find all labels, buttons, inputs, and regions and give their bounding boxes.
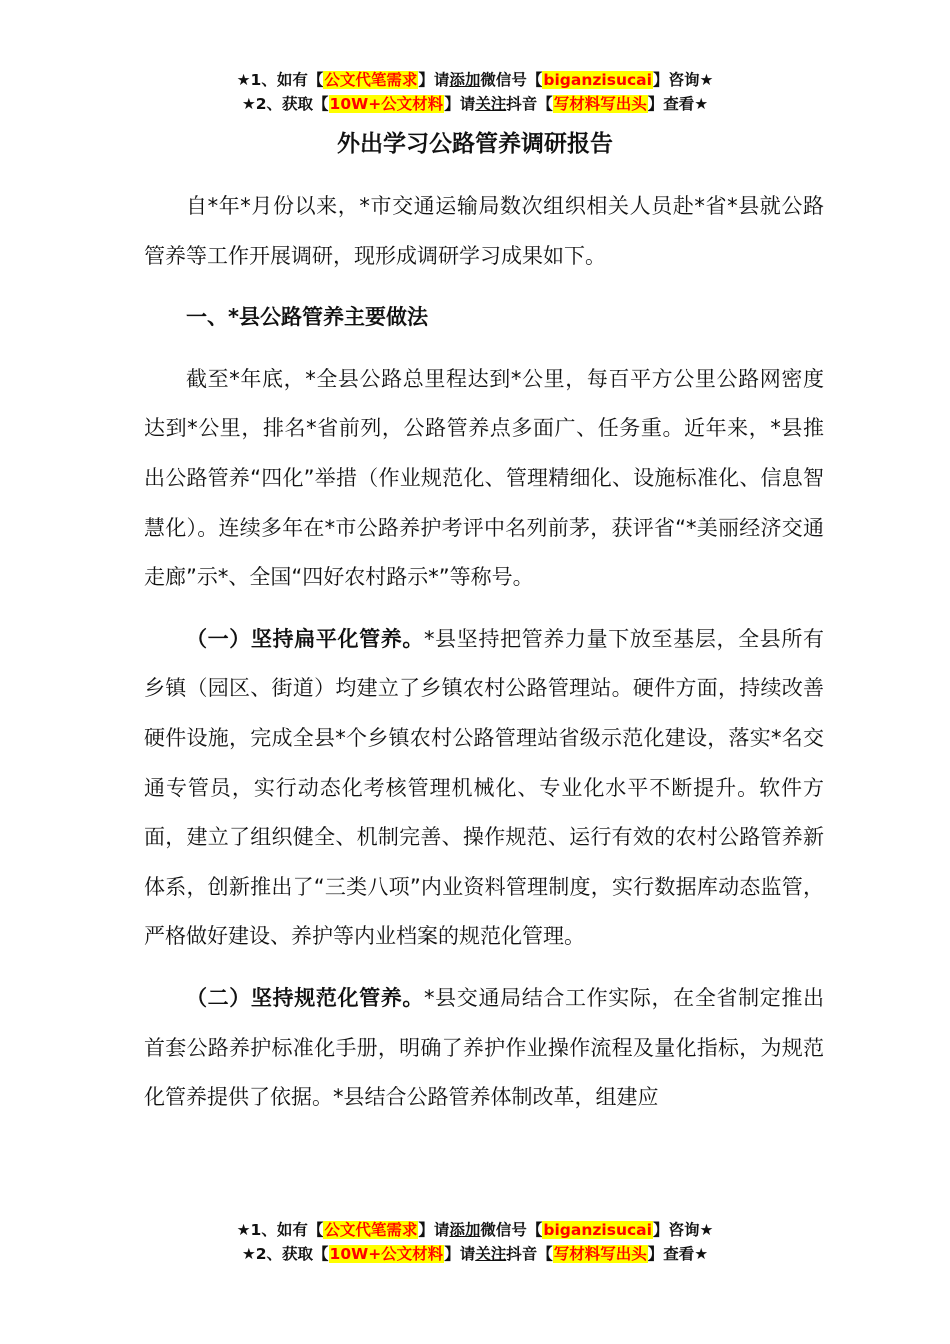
promo-highlight: 公文代笔需求 (324, 71, 418, 89)
promo-underline: 关注 (475, 95, 507, 113)
promo-text: 】请 (444, 95, 476, 113)
promo-text: 】查看★ (647, 95, 709, 113)
document-body (144, 182, 824, 1135)
promo-highlight: 10W+公文材料 (329, 95, 444, 113)
promo-highlight: 公文代笔需求 (324, 1221, 418, 1239)
promo-banner-top (0, 68, 950, 116)
promo-banner-bottom (0, 1218, 950, 1266)
document-title: 外出学习公路管养调研报告 (337, 131, 613, 157)
promo-highlight: 写材料写出头 (553, 1245, 647, 1263)
section-paragraph: 截至*年底，*全县公路总里程达到*公里，每百平方公里公路网密度达到*公里，排名*省前列，公路管养点多面广、任务重。近年来，*县推出公路管养“四化”举措（作业规范化、管理精细化、设施标准化、信息智慧化）。连续多年在*市公路养护考评中名列前茅，获评省“*美丽经济交通走廊”示*、全国“四好农村路示*”等称号。 (144, 366, 824, 590)
subsection-lead: （一）坚持扁平化管养。 (186, 626, 425, 651)
subsection-paragraph-1 (144, 615, 824, 962)
promo-highlight: biganzisucai (543, 1221, 652, 1239)
promo-line-2 (0, 92, 950, 116)
promo-line-1 (0, 68, 950, 92)
promo-text: 抖音【 (506, 1245, 553, 1263)
intro-paragraph: 自*年*月份以来，*市交通运输局数次组织相关人员赴*省*县就公路管养等工作开展调研，现形成调研学习成果如下。 (144, 194, 824, 268)
promo-text: 】咨询★ (652, 1221, 714, 1239)
section-heading: 一、*县公路管养主要做法 (186, 305, 428, 330)
promo-text: 】查看★ (647, 1245, 709, 1263)
promo-text: 】请 (418, 71, 450, 89)
subsection-paragraph-2 (144, 974, 824, 1123)
promo-line-1 (0, 1218, 950, 1242)
promo-highlight: 写材料写出头 (553, 95, 647, 113)
promo-text: ★1、如有【 (236, 1221, 324, 1239)
promo-underline: 添加 (449, 71, 481, 89)
promo-text: ★2、获取【 (241, 1245, 329, 1263)
promo-highlight: biganzisucai (543, 71, 652, 89)
promo-text: 】请 (444, 1245, 476, 1263)
promo-text: 微信号【 (480, 71, 543, 89)
promo-underline: 关注 (475, 1245, 507, 1263)
subsection-lead: （二）坚持规范化管养。 (186, 985, 425, 1010)
promo-text: 微信号【 (480, 1221, 543, 1239)
subsection-text: *县坚持把管养力量下放至基层，全县所有乡镇（园区、街道）均建立了乡镇农村公路管理站。硬件方面，持续改善硬件设施，完成全县*个乡镇农村公路管理站省级示范化建设，落实*名交通专管员，实行动态化考核管理机械化、专业化水平不断提升。软件方面，建立了组织健全、机制完善、操作规范、运行有效的农村公路管养新体系，创新推出了“三类八项”内业资料管理制度，实行数据库动态监管，严格做好建设、养护等内业档案的规范化管理。 (144, 626, 825, 949)
promo-text: 】咨询★ (652, 71, 714, 89)
promo-text: 抖音【 (506, 95, 553, 113)
subsection-text: *县交通局结合工作实际，在全省制定推出首套公路养护标准化手册，明确了养护作业操作流程及量化指标，为规范化管养提供了依据。*县结合公路管养体制改革，组建应 (144, 985, 825, 1110)
promo-text: ★2、获取【 (241, 95, 329, 113)
promo-text: 】请 (418, 1221, 450, 1239)
promo-line-2 (0, 1242, 950, 1266)
promo-underline: 添加 (449, 1221, 481, 1239)
promo-text: ★1、如有【 (236, 71, 324, 89)
promo-highlight: 10W+公文材料 (329, 1245, 444, 1263)
